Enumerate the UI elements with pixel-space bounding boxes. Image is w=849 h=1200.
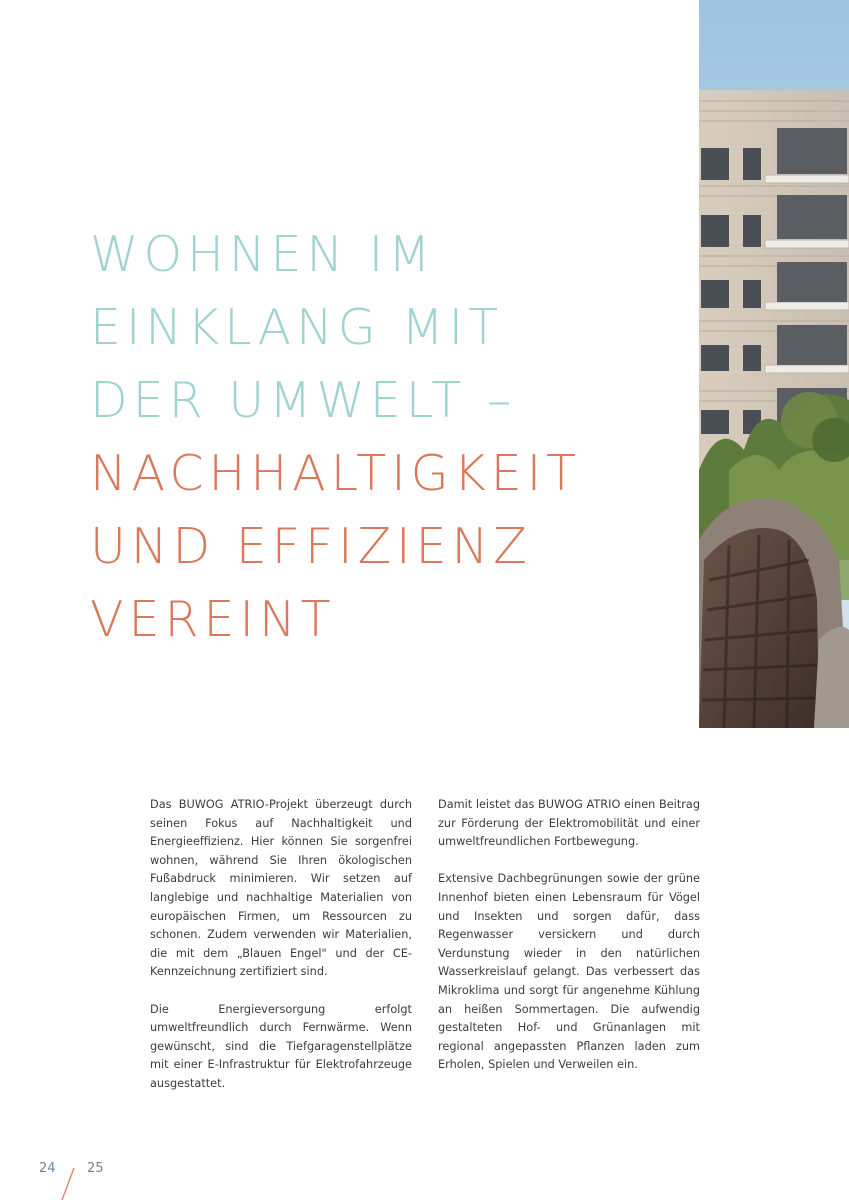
body-column-right [438,796,700,1094]
body-paragraph: Extensive Dachbegrünungen sowie der grüne Innenhof bieten einen Lebensraum für Vögel und Insekten und sorgen dafür, dass Regenwasser versickern und durch Verdunstung wieder in den natürlichen Wasserkreislauf gelangt. Das verbessert das Mikroklima und sorgt für angenehme Kühlung an heißen Sommertagen. Die aufwendig gestalteten Hof- und Grünanlagen mit regional angepassten Pflanzen laden zum Erholen, Spielen und Verweilen ein. [438,872,700,1072]
body-paragraph: Die Energieversorgung erfolgt umweltfreundlich durch Fernwärme. Wenn gewünscht, sind die Tiefgaragenstellplätze mit einer E-Infrastruktur für Elektrofahrzeuge ausgestattet. [150,1002,412,1090]
body-paragraph: Das BUWOG ATRIO-Projekt überzeugt durch seinen Fokus auf Nachhaltigkeit und Energieeffizienz. Hier können Sie sorgenfrei wohnen, während Sie Ihren ökologischen Fußabdruck minimieren. Wir setzen auf langlebige und nachhaltige Materialien von europäischen Firmen, um Ressourcen zu schonen. Zudem verwenden wir Materialien, die mit dem „Blauen Engel" und der CE-Kennzeichnung zertifiziert sind. [150,798,412,979]
page-headline [90,218,690,656]
page-number-left: 24 [39,1161,56,1176]
body-column-left [150,796,412,1112]
page-number-right: 25 [87,1161,104,1176]
page-divider-slash-icon [60,1168,76,1200]
building-photo [699,0,849,728]
headline-line: EINKLANG MIT [90,299,504,356]
headline-line: VEREINT [90,591,336,648]
headline-line: DER UMWELT – [90,372,517,429]
headline-line: UND EFFIZIENZ [90,518,532,575]
headline-line: WOHNEN IM [90,226,436,283]
body-paragraph: Damit leistet das BUWOG ATRIO einen Beitrag zur Förderung der Elektromobilität und einer umweltfreundlichen Fortbewegung. [438,798,700,849]
headline-line: NACHHALTIGKEIT [90,445,582,502]
